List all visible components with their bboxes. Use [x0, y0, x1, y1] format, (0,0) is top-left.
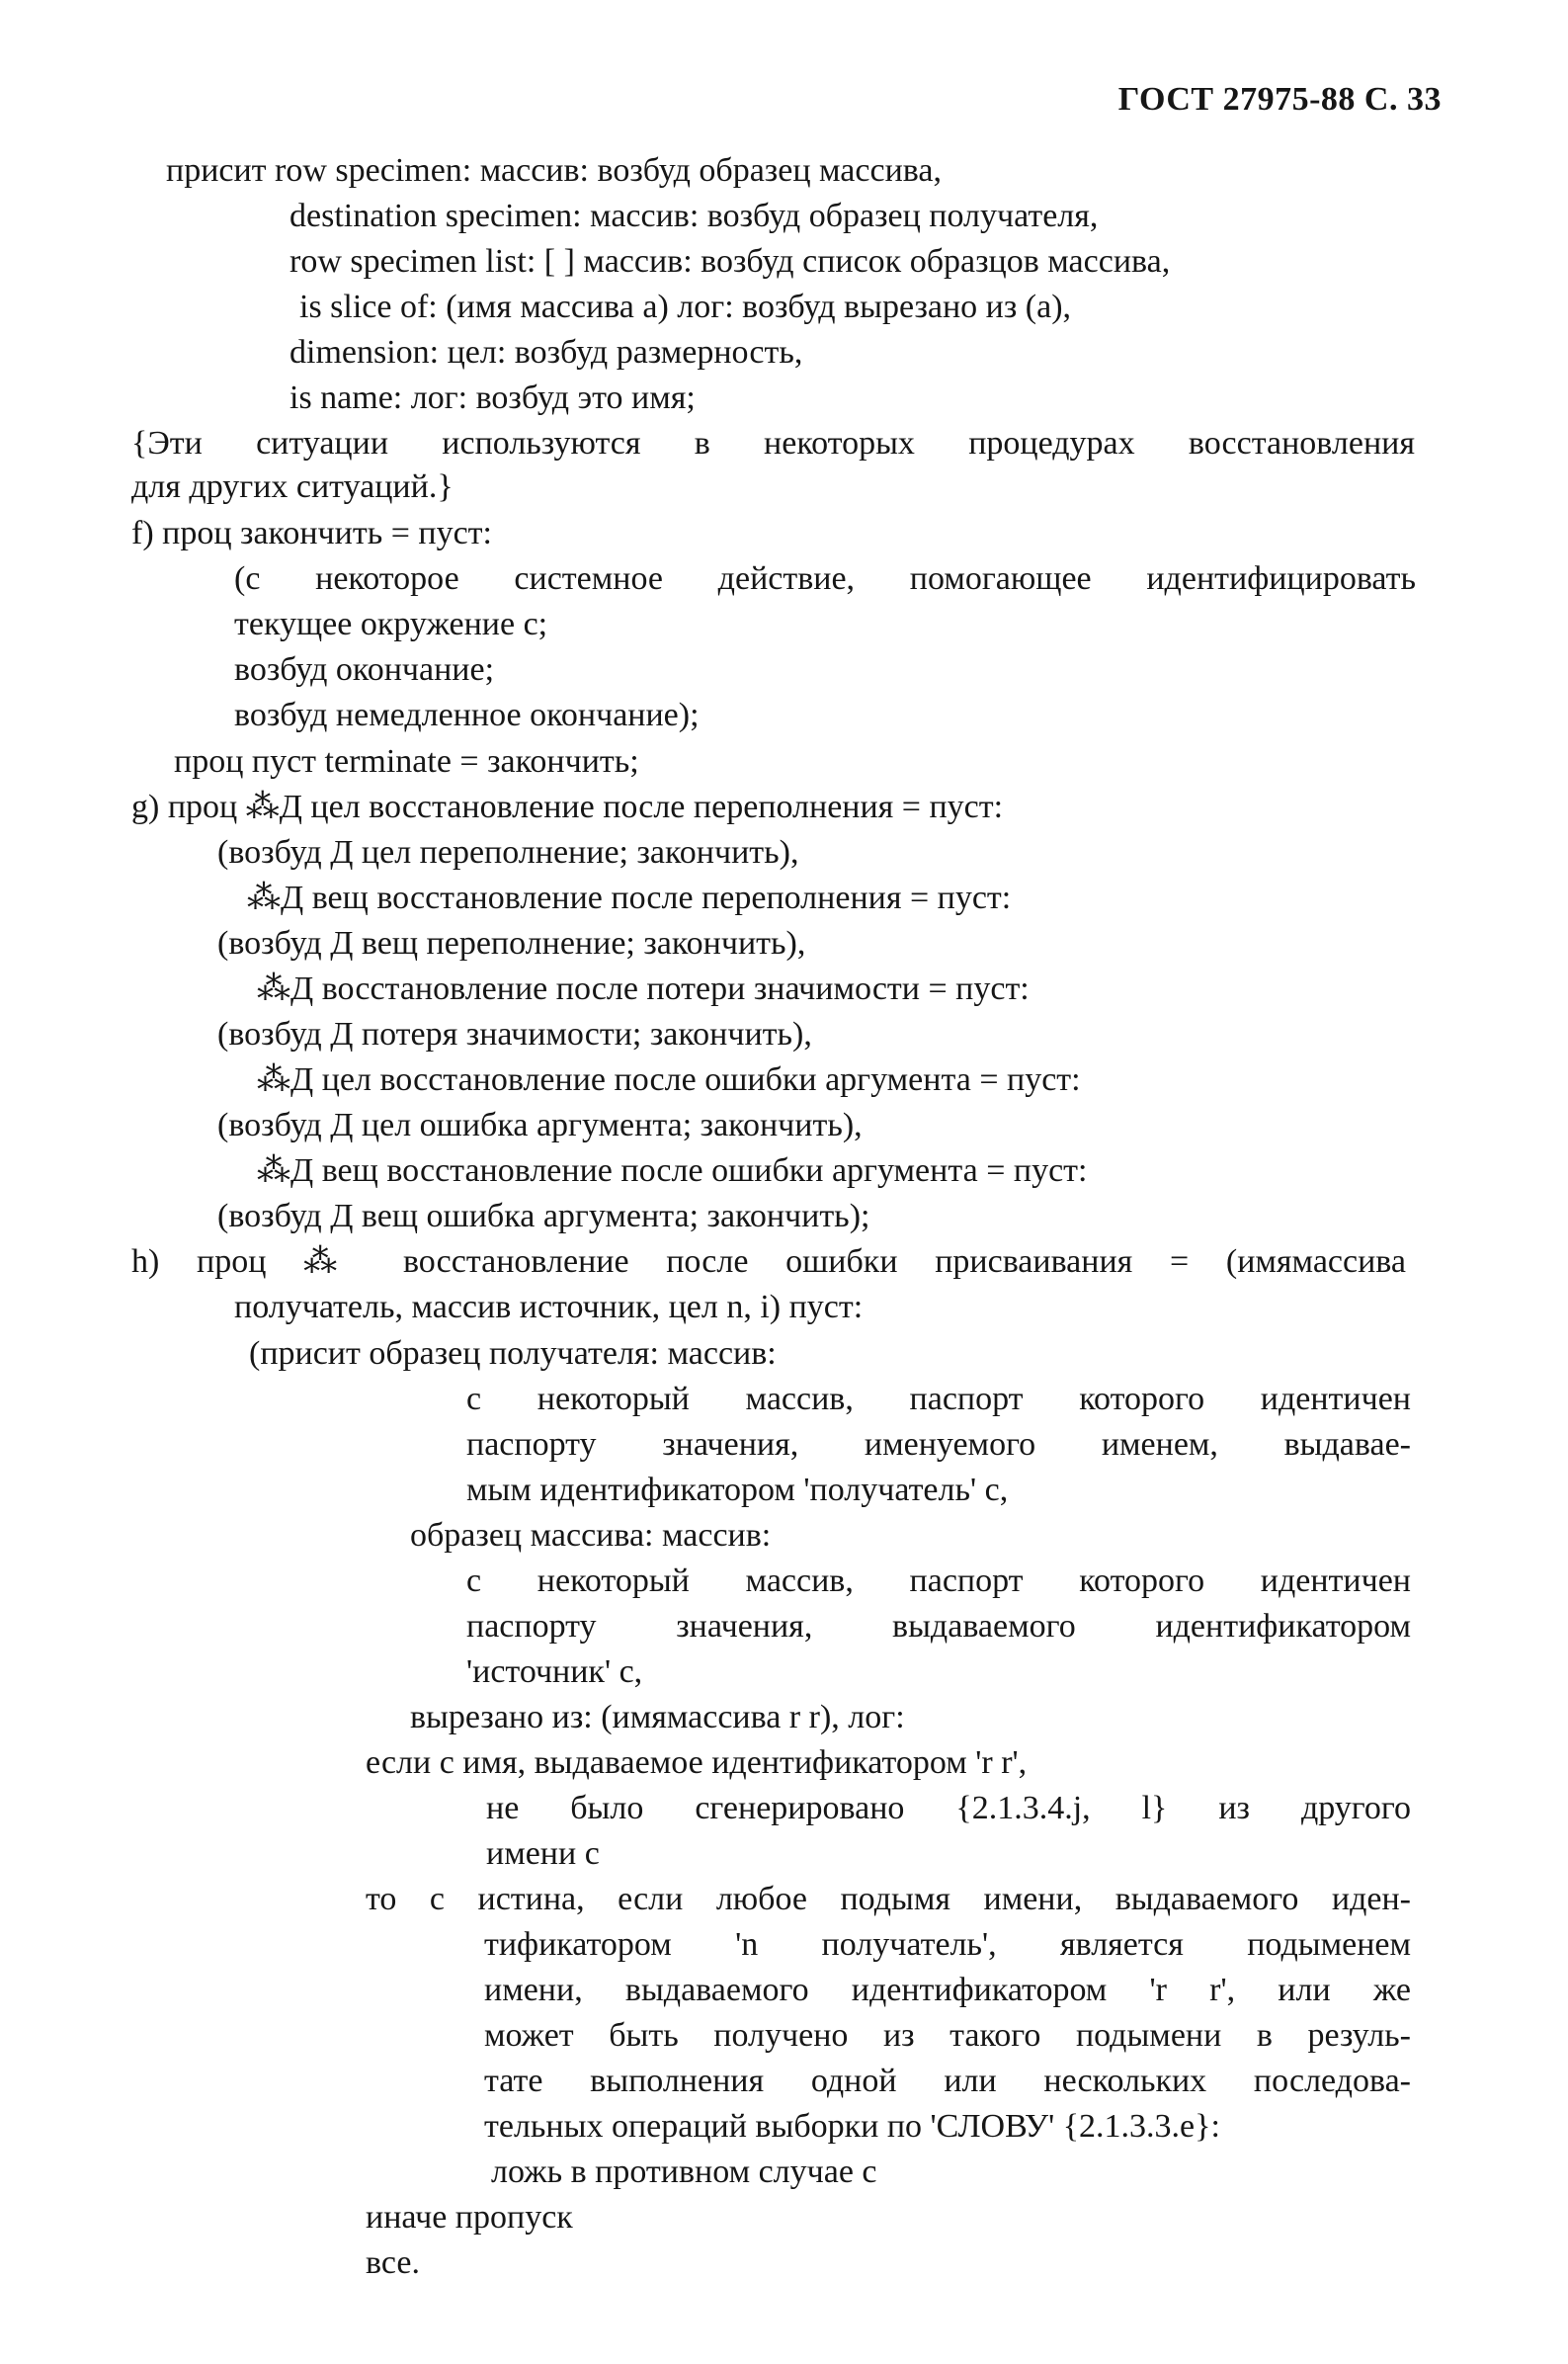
text-line: с некоторый массив, паспорт которого идентичен — [466, 1562, 1411, 1599]
text-line: если с имя, выдаваемое идентификатором 'r r', — [366, 1744, 1028, 1781]
text-line: row specimen list: [ ] массив: возбуд список образцов массива, — [289, 243, 1171, 280]
text-line: тельных операций выборки по 'СЛОВУ' {2.1.3.3.e}: — [484, 2108, 1220, 2145]
text-line: (возбуд Д вещ ошибка аргумента; закончить); — [217, 1198, 870, 1234]
text-line: получатель, массив источник, цел n, i) пуст: — [234, 1289, 864, 1325]
text-line: текущее окружение с; — [234, 606, 548, 642]
text-line: для других ситуаций.} — [131, 468, 454, 505]
text-line: ⁂Д цел восстановление после ошибки аргумента = пуст: — [257, 1061, 1081, 1098]
text-line: is slice of: (имя массива а) лог: возбуд вырезано из (а), — [299, 289, 1072, 325]
text-line: f) проц закончить = пуст: — [131, 515, 492, 551]
text-line: может быть получено из такого подымени в резуль- — [484, 2017, 1411, 2054]
text-line: присит row specimen: массив: возбуд образец массива, — [166, 152, 942, 189]
text-line: g) проц ⁂Д цел восстановление после переполнения = пуст: — [131, 789, 1004, 825]
text-line: ⁂Д вещ восстановление после ошибки аргумента = пуст: — [257, 1152, 1088, 1189]
text-line: вырезано из: (имямассива r r), лог: — [410, 1699, 905, 1735]
text-line: иначе пропуск — [366, 2199, 573, 2236]
text-line: h) проц ⁂ восстановление после ошибки присваивания = (имямассива — [131, 1243, 1406, 1280]
text-line: все. — [366, 2244, 420, 2281]
text-line: имени с — [486, 1835, 600, 1872]
text-line: образец массива: массив: — [410, 1517, 772, 1554]
text-line: тификатором 'n получатель', является подыменем — [484, 1926, 1411, 1963]
text-line: ложь в противном случае с — [491, 2153, 877, 2190]
text-line: возбуд окончание; — [234, 651, 495, 688]
text-line: {Эти ситуации используются в некоторых процедурах восстановления — [131, 425, 1415, 462]
text-line: (возбуд Д цел переполнение; закончить), — [217, 834, 799, 871]
text-line: паспорту значения, выдаваемого идентификатором — [466, 1608, 1411, 1645]
text-line: проц пуст terminate = закончить; — [174, 743, 639, 780]
text-line: (с некоторое системное действие, помогающее идентифицировать — [234, 560, 1416, 597]
text-line: мым идентификатором 'получатель' с, — [466, 1472, 1009, 1508]
text-line: не было сгенерировано {2.1.3.4.j, l} из другого — [486, 1790, 1411, 1826]
text-line: ⁂Д вещ восстановление после переполнения = пуст: — [247, 880, 1012, 916]
text-line: тате выполнения одной или нескольких последова- — [484, 2063, 1411, 2099]
text-line: (присит образец получателя: массив: — [249, 1335, 777, 1372]
text-line: паспорту значения, именуемого именем, выдавае- — [466, 1426, 1411, 1463]
text-line: имени, выдаваемого идентификатором 'r r', или же — [484, 1972, 1411, 2008]
text-line: то с истина, если любое подымя имени, выдаваемого иден- — [366, 1881, 1411, 1917]
text-line: dimension: цел: возбуд размерность, — [289, 334, 803, 371]
text-line: с некоторый массив, паспорт которого идентичен — [466, 1381, 1411, 1417]
text-line: (возбуд Д потеря значимости; закончить), — [217, 1016, 812, 1053]
text-line: 'источник' с, — [466, 1653, 643, 1690]
page-header: ГОСТ 27975-88 С. 33 — [1117, 81, 1442, 118]
text-line: ⁂Д восстановление после потери значимости = пуст: — [257, 971, 1030, 1007]
text-line: destination specimen: массив: возбуд образец получателя, — [289, 198, 1099, 234]
text-line: (возбуд Д вещ переполнение; закончить), — [217, 925, 806, 962]
text-line: (возбуд Д цел ошибка аргумента; закончить), — [217, 1107, 863, 1143]
text-line: is name: лог: возбуд это имя; — [289, 380, 696, 416]
text-line: возбуд немедленное окончание); — [234, 697, 700, 733]
